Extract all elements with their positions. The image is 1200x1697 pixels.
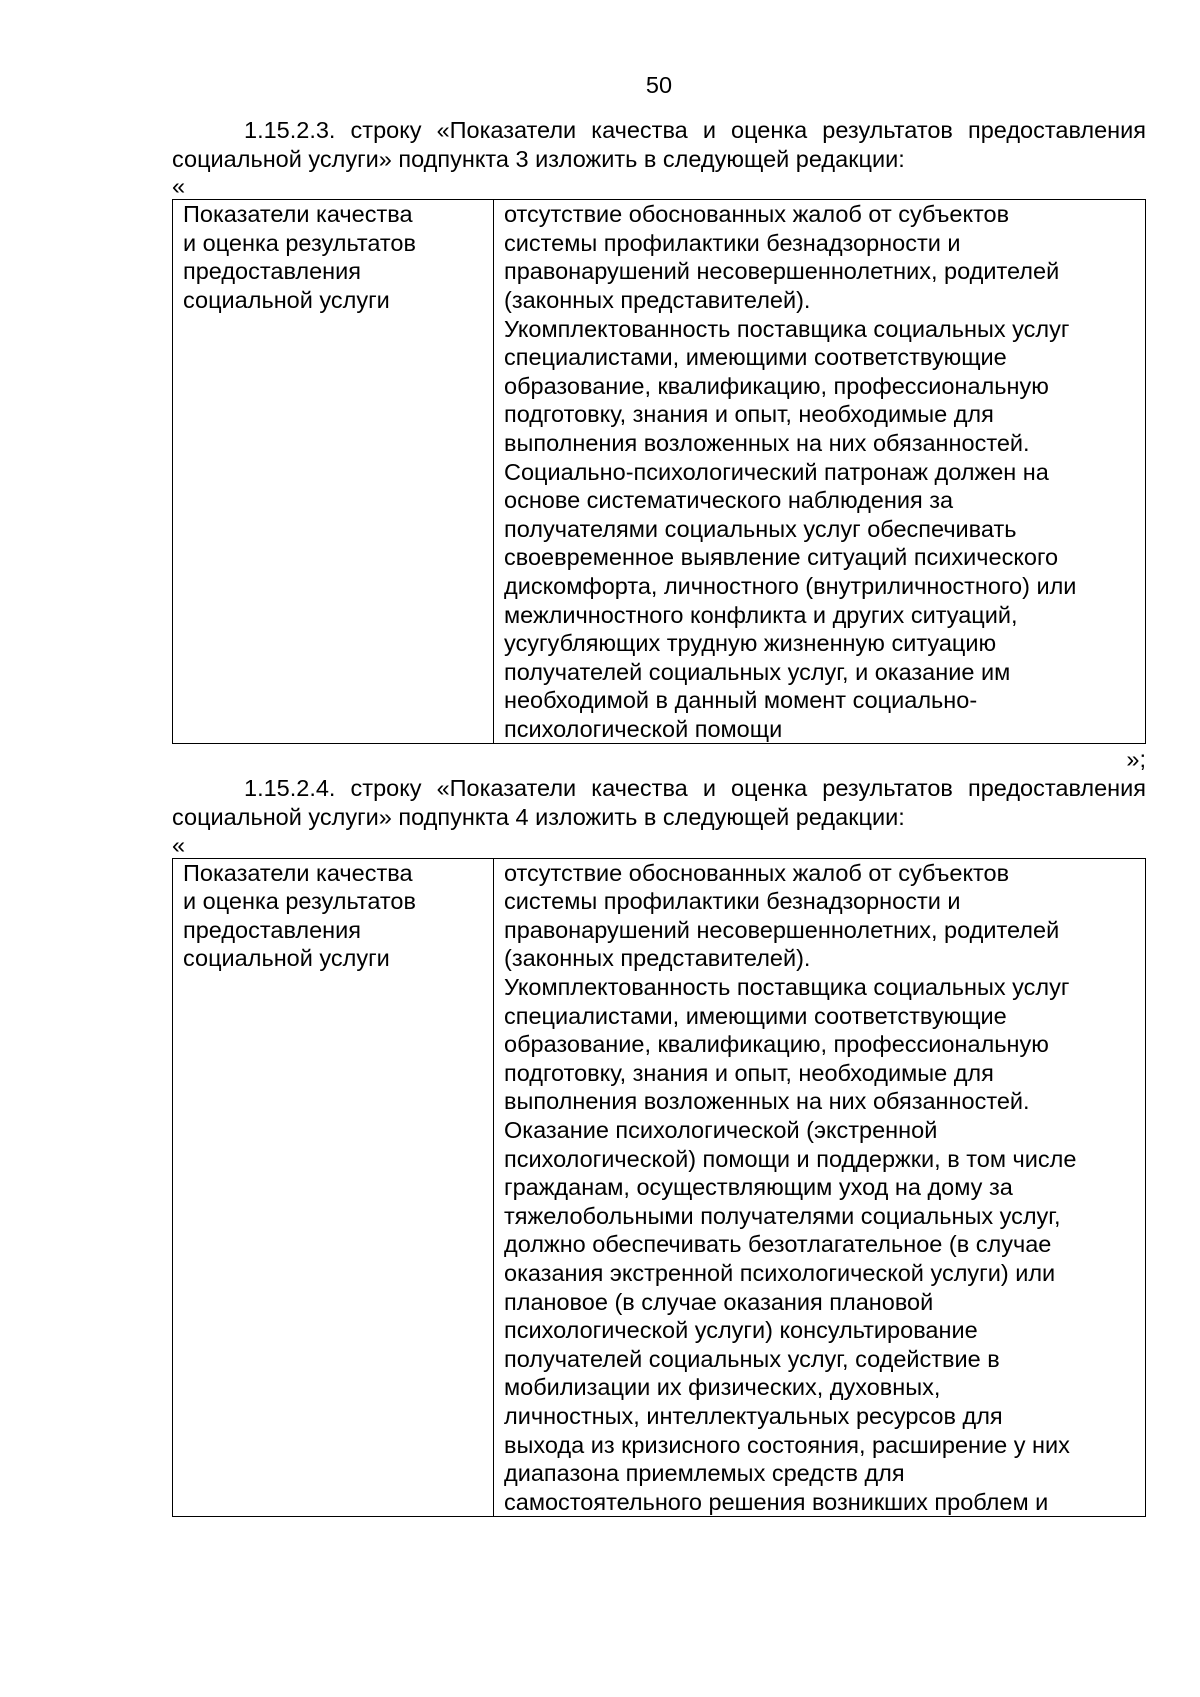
open-quote-2: «: [172, 831, 186, 858]
table-cell-content: [494, 858, 1146, 1517]
open-quote-1: «: [172, 173, 186, 200]
indicator-label: Показатели качества и оценка результатов предоставления социальной услуги: [183, 201, 416, 313]
table-row: [173, 858, 1146, 1517]
page-number: 50: [645, 72, 673, 98]
quality-indicators-table-2: [172, 858, 1146, 1518]
close-quote-1: »;: [1126, 746, 1146, 773]
indicator-label: Показатели качества и оценка результатов предоставления социальной услуги: [183, 859, 416, 972]
indicator-description: отсутствие обоснованных жалоб от субъектов системы профилактики безнадзорности и правонарушений несовершеннолетних, родителей (законных представителей). Укомплектованность поставщика социальных услуг специалистами, имеющими соответствующие образование, квалификацию, профессиональную подготовку, знания и опыт, необходимые для выполнения возложенных на них обязанностей. Социально-психологический патронаж должен на основе систематического наблюдения за получателями социальных услуг обеспечивать своевременное выявление ситуаций психического дискомфорта, личностного (внутриличностного) или межличностного конфликта и других ситуаций, усугубляющих трудную жизненную ситуацию получателей социальных услуг, и оказание им необходимой в данный момент социально- психологической помощи: [504, 201, 1077, 742]
indicator-description: отсутствие обоснованных жалоб от субъектов системы профилактики безнадзорности и правонарушений несовершеннолетних, родителей (законных представителей). Укомплектованность поставщика социальных услуг специалистами, имеющими соответствующие образование, квалификацию, профессиональную подготовку, знания и опыт, необходимые для выполнения возложенных на них обязанностей. Оказание психологической (экстренной психологической) помощи и поддержки, в том числе гражданам, осуществляющим уход на дому за тяжелобольными получателями социальных услуг, должно обеспечивать безотлагательное (в случае оказания экстренной психологической услуги) или плановое (в случае оказания плановой психологической услуги) консультирование получателей социальных услуг, содействие в мобилизации их физических, духовных, личностных, интеллектуальных ресурсов для выхода из кризисного состояния, расширение у них диапазона приемлемых средств для самостоятельного решения возникших проблем и: [504, 859, 1077, 1515]
table-cell-content: [494, 200, 1146, 744]
document-page: [172, 68, 1146, 1517]
table-row: [173, 200, 1146, 744]
amendment-paragraph-1: 1.15.2.3. строку «Показатели качества и оценка результатов предоставления социальной услуги» подпункта 3 изложить в следующей редакции:: [172, 117, 1146, 172]
table-cell-label: [173, 200, 494, 744]
table-cell-label: [173, 858, 494, 1517]
amendment-paragraph-2: 1.15.2.4. строку «Показатели качества и оценка результатов предоставления социальной услуги» подпункта 4 изложить в следующей редакции:: [172, 775, 1146, 831]
quality-indicators-table-1: [172, 199, 1146, 744]
